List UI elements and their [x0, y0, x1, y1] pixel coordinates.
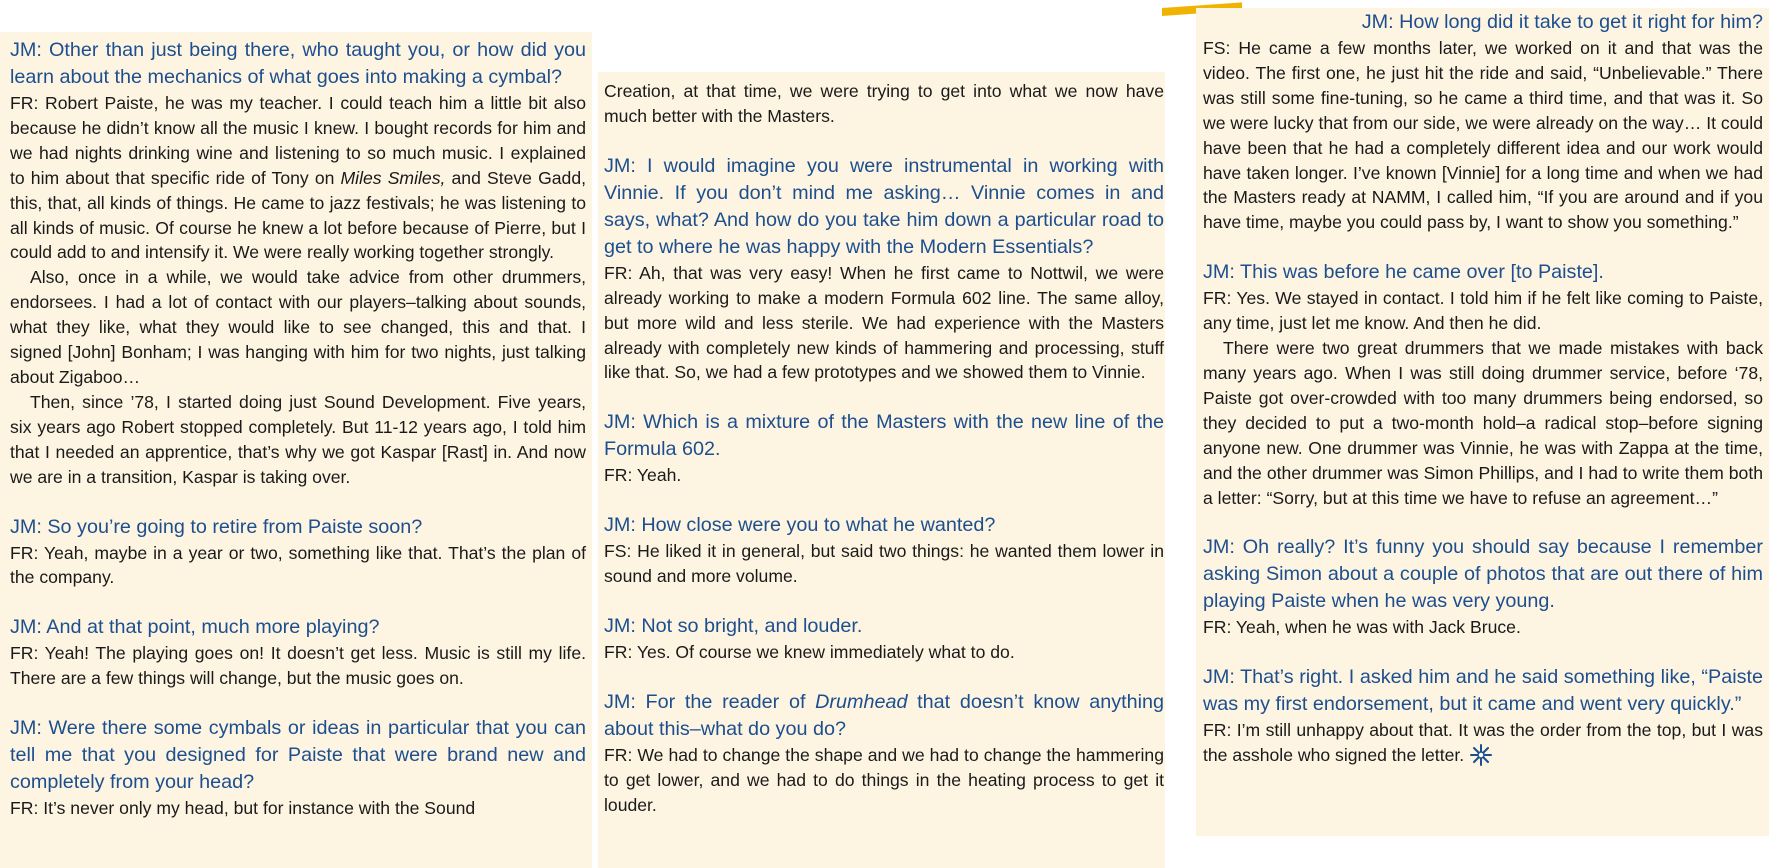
answer-paragraph: Then, since ’78, I started doing just Sound Development. Five years, six years ago Robert stopped completely. But 11-12 years ago, I told him that I needed an apprentice, that’s why we got Kaspar [Rast] in. And now we are in a transition, Kaspar is taking over. — [10, 391, 586, 487]
answer-text: FR: I’m still unhappy about that. It was the order from the top, but I was the asshole who signed the letter. — [1203, 720, 1763, 766]
question: JM: Which is a mixture of the Masters with the new line of the Formula 602. — [604, 411, 1164, 461]
answer: FS: He came a few months later, we worked on it and that was the video. The first one, he just hit the ride and said, “Unbelievable.” There was still some fine-tuning, so he came a third time, and that was it. So we were lucky that from our side, we were already on the way… It could have been that he had a completely different idea and our work would have taken longer. I’ve known [Vinnie] for a long time and when we had the Masters ready at NAMM, I called him, “If you are around and if you have time, maybe you could pass by, I want to show you something.” — [1203, 38, 1763, 233]
answer — [1203, 718, 1763, 768]
page-gap — [598, 0, 1165, 72]
answer-paragraph: Also, once in a while, we would take advice from other drummers, endorsees. I had a lot of contact with our players–talking about sounds, what they like, what they would like to see changed, this and that. I signed [John] Bonham; I was hanging with him for two nights, just talking about Zigaboo… — [10, 267, 586, 387]
question: JM: Were there some cymbals or ideas in particular that you can tell me that you designed for Paiste that were brand new and completely from your head? — [10, 717, 586, 794]
answer — [10, 91, 586, 265]
question-text: that doesn’t know anything about this–what do you do? — [604, 690, 1164, 740]
question-text: JM: For the reader of — [604, 690, 816, 713]
question: JM: This was before he came over [to Paiste]. — [1203, 261, 1604, 284]
question: JM: Not so bright, and louder. — [604, 615, 863, 638]
column-1 — [0, 32, 592, 868]
question: JM: How close were you to what he wanted? — [604, 514, 996, 537]
question: JM: That’s right. I asked him and he said something like, “Paiste was my first endorsement, but it came and went very quickly.” — [1203, 666, 1763, 716]
album-title: Miles Smiles, — [340, 167, 446, 188]
question: JM: So you’re going to retire from Paiste soon? — [10, 515, 423, 538]
answer: FR: Yeah. — [604, 465, 682, 486]
answer: FR: Yes. We stayed in contact. I told him if he felt like coming to Paiste, any time, just let me know. And then he did. — [1203, 288, 1763, 334]
asterisk-star-icon — [1470, 744, 1492, 766]
answer-continued: Creation, at that time, we were trying to get into what we now have much better with the Masters. — [604, 81, 1164, 126]
question: JM: Oh really? It’s funny you should say because I remember asking Simon about a couple of photos that are out there of him playing Paiste when he was very young. — [1203, 536, 1763, 613]
column-3 — [1196, 8, 1769, 868]
answer: FR: Yes. Of course we knew immediately what to do. — [604, 642, 1015, 663]
answer: FR: Yeah, maybe in a year or two, something like that. That’s the plan of the company. — [10, 542, 586, 588]
question: JM: How long did it take to get it right for him? — [1361, 11, 1763, 33]
question: JM: I would imagine you were instrumental in working with Vinnie. If you don’t mind me asking… Vinnie comes in and says, what? And how do you take him down a particular road to get to where he was happy with the Modern Essentials? — [604, 154, 1164, 258]
question — [604, 689, 1164, 743]
answer: FS: He liked it in general, but said two things: he wanted them lower in sound and more volume. — [604, 541, 1164, 587]
column-2 — [598, 72, 1165, 868]
answer-text: and Steve Gadd, this, that, all kinds of things. He came to jazz festivals; he was listening to all kinds of music. Of course he knew a lot before because of Pierre, but I could add to and intensify it. We were really working together strongly. — [10, 167, 587, 263]
answer-paragraph: There were two great drummers that we made mistakes with back many years ago. When I was still doing drummer service, before ‘78, Paiste got over-crowded with too many drummers being endorsed, so they decided to put a two-month hold–a radical stop–before signing anyone new. One drummer was Vinnie, he was with Zappa at the time, and the other drummer was Simon Phillips, and I had to write them both a letter: “Sorry, but at this time we have to refuse an agreement…” — [1203, 338, 1763, 508]
question: JM: And at that point, much more playing? — [10, 616, 380, 639]
answer: FR: We had to change the shape and we had to change the hammering to get lower, and we had to do things in the heating process to get it louder. — [604, 744, 1164, 815]
answer: FR: Ah, that was very easy! When he first came to Nottwil, we were already working to make a modern Formula 602 line. The same alloy, but more wild and less sterile. We had experience with the Masters already with completely new kinds of hammering and processing, stuff like that. So, we had a few prototypes and we showed them to Vinnie. — [604, 262, 1164, 383]
answer: FR: It’s never only my head, but for instance with the Sound — [10, 798, 476, 819]
magazine-title: Drumhead — [815, 690, 908, 713]
page-gap — [1196, 836, 1769, 868]
question: JM: Other than just being there, who taught you, or how did you learn about the mechanics of what goes into making a cymbal? — [10, 39, 586, 88]
answer-text: FR: Robert Paiste, he was my teacher. I could teach him a little bit also because he didn’t know all the music I knew. I bought records for him and we had nights drinking wine and listening to so much music. I explained to him about that specific ride of Tony on — [10, 93, 586, 188]
answer: FR: Yeah, when he was with Jack Bruce. — [1203, 617, 1521, 638]
answer: FR: Yeah! The playing goes on! It doesn’t get less. Music is still my life. There are a few things will change, but the music goes on. — [10, 643, 586, 689]
